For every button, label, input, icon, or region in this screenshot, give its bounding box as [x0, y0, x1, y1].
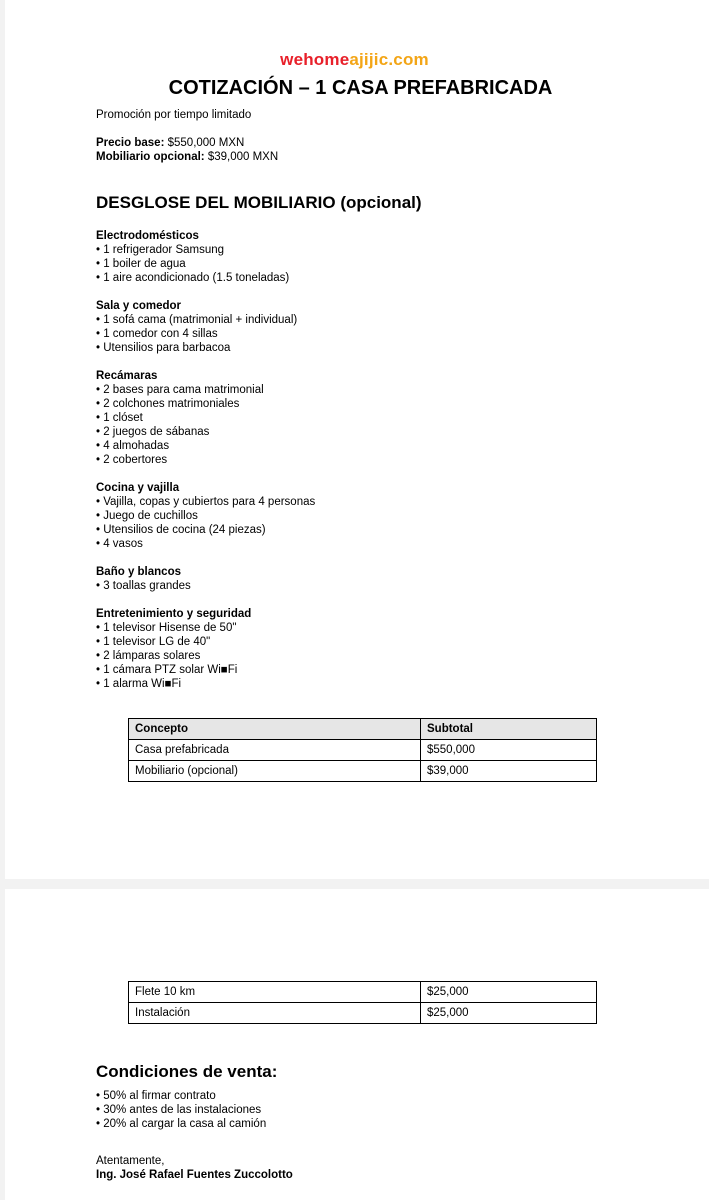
signer-name: Ing. José Rafael Fuentes Zuccolotto [96, 1169, 293, 1181]
condition-item: • 20% al cargar la casa al camión [96, 1118, 267, 1130]
quote-table-header [129, 719, 597, 740]
brand-logo [0, 50, 709, 70]
promo-text: Promoción por tiempo limitado [96, 109, 252, 121]
prices-block [96, 136, 278, 164]
furniture-categories [96, 229, 596, 705]
category-title: Sala y comedor [96, 300, 182, 312]
subtotal-cell: $550,000 [421, 740, 597, 761]
header-concepto: Concepto [129, 719, 421, 740]
concept-cell: Instalación [129, 1003, 421, 1024]
category-block [96, 369, 596, 467]
list-item: • 1 cámara PTZ solar Wi■Fi [96, 664, 238, 676]
concept-cell: Flete 10 km [129, 982, 421, 1003]
base-price-label: Precio base: [96, 137, 165, 149]
condition-item: • 30% antes de las instalaciones [96, 1104, 262, 1116]
concept-cell: Casa prefabricada [129, 740, 421, 761]
category-title: Baño y blancos [96, 566, 181, 578]
category-title: Recámaras [96, 370, 158, 382]
category-title: Cocina y vajilla [96, 482, 180, 494]
quote-table [128, 718, 597, 782]
list-item: • 4 vasos [96, 538, 143, 550]
table-row [129, 982, 597, 1003]
brand-part-1: wehome [280, 50, 350, 69]
base-price-line [96, 136, 278, 150]
furniture-price-label: Mobiliario opcional: [96, 151, 205, 163]
header-subtotal: Subtotal [421, 719, 597, 740]
list-item: • Utensilios de cocina (24 piezas) [96, 524, 266, 536]
condition-item: • 50% al firmar contrato [96, 1090, 216, 1102]
list-item: • 1 comedor con 4 sillas [96, 328, 218, 340]
list-item: • Utensilios para barbacoa [96, 342, 231, 354]
list-item: • 2 lámparas solares [96, 650, 201, 662]
category-block [96, 299, 596, 355]
table-row [129, 740, 597, 761]
category-block [96, 607, 596, 691]
signature-block [96, 1154, 293, 1182]
list-item: • 2 bases para cama matrimonial [96, 384, 264, 396]
list-item: • 1 clóset [96, 412, 143, 424]
closing-text: Atentamente, [96, 1155, 165, 1167]
list-item: • Juego de cuchillos [96, 510, 198, 522]
list-item: • 1 televisor LG de 40" [96, 636, 211, 648]
list-item: • 1 aire acondicionado (1.5 toneladas) [96, 272, 290, 284]
breakdown-title: DESGLOSE DEL MOBILIARIO (opcional) [96, 193, 422, 212]
list-item: • Vajilla, copas y cubiertos para 4 personas [96, 496, 316, 508]
list-item: • 1 televisor Hisense de 50" [96, 622, 237, 634]
subtotal-cell: $39,000 [421, 761, 597, 782]
subtotal-cell: $25,000 [421, 982, 597, 1003]
list-item: • 1 boiler de agua [96, 258, 186, 270]
furniture-price-value: $39,000 MXN [207, 151, 279, 163]
base-price-value: $550,000 MXN [167, 137, 245, 149]
table-row [129, 761, 597, 782]
list-item: • 2 juegos de sábanas [96, 426, 210, 438]
table-row [129, 1003, 597, 1024]
list-item: • 3 toallas grandes [96, 580, 191, 592]
list-item: • 1 refrigerador Samsung [96, 244, 225, 256]
category-block [96, 565, 596, 593]
page-title: COTIZACIÓN – 1 CASA PREFABRICADA [168, 77, 553, 99]
conditions-list [96, 1089, 266, 1131]
list-item: • 2 cobertores [96, 454, 168, 466]
brand-part-2: ajijic.com [349, 50, 429, 69]
list-item: • 1 sofá cama (matrimonial + individual) [96, 314, 298, 326]
category-title: Entretenimiento y seguridad [96, 608, 252, 620]
category-block [96, 229, 596, 285]
concept-cell: Mobiliario (opcional) [129, 761, 421, 782]
list-item: • 1 alarma Wi■Fi [96, 678, 182, 690]
list-item: • 4 almohadas [96, 440, 170, 452]
category-block [96, 481, 596, 551]
conditions-title: Condiciones de venta: [96, 1062, 278, 1081]
category-title: Electrodomésticos [96, 230, 199, 242]
list-item: • 2 colchones matrimoniales [96, 398, 240, 410]
subtotal-cell: $25,000 [421, 1003, 597, 1024]
quote-table-continued [128, 981, 597, 1024]
furniture-price-line [96, 150, 278, 164]
